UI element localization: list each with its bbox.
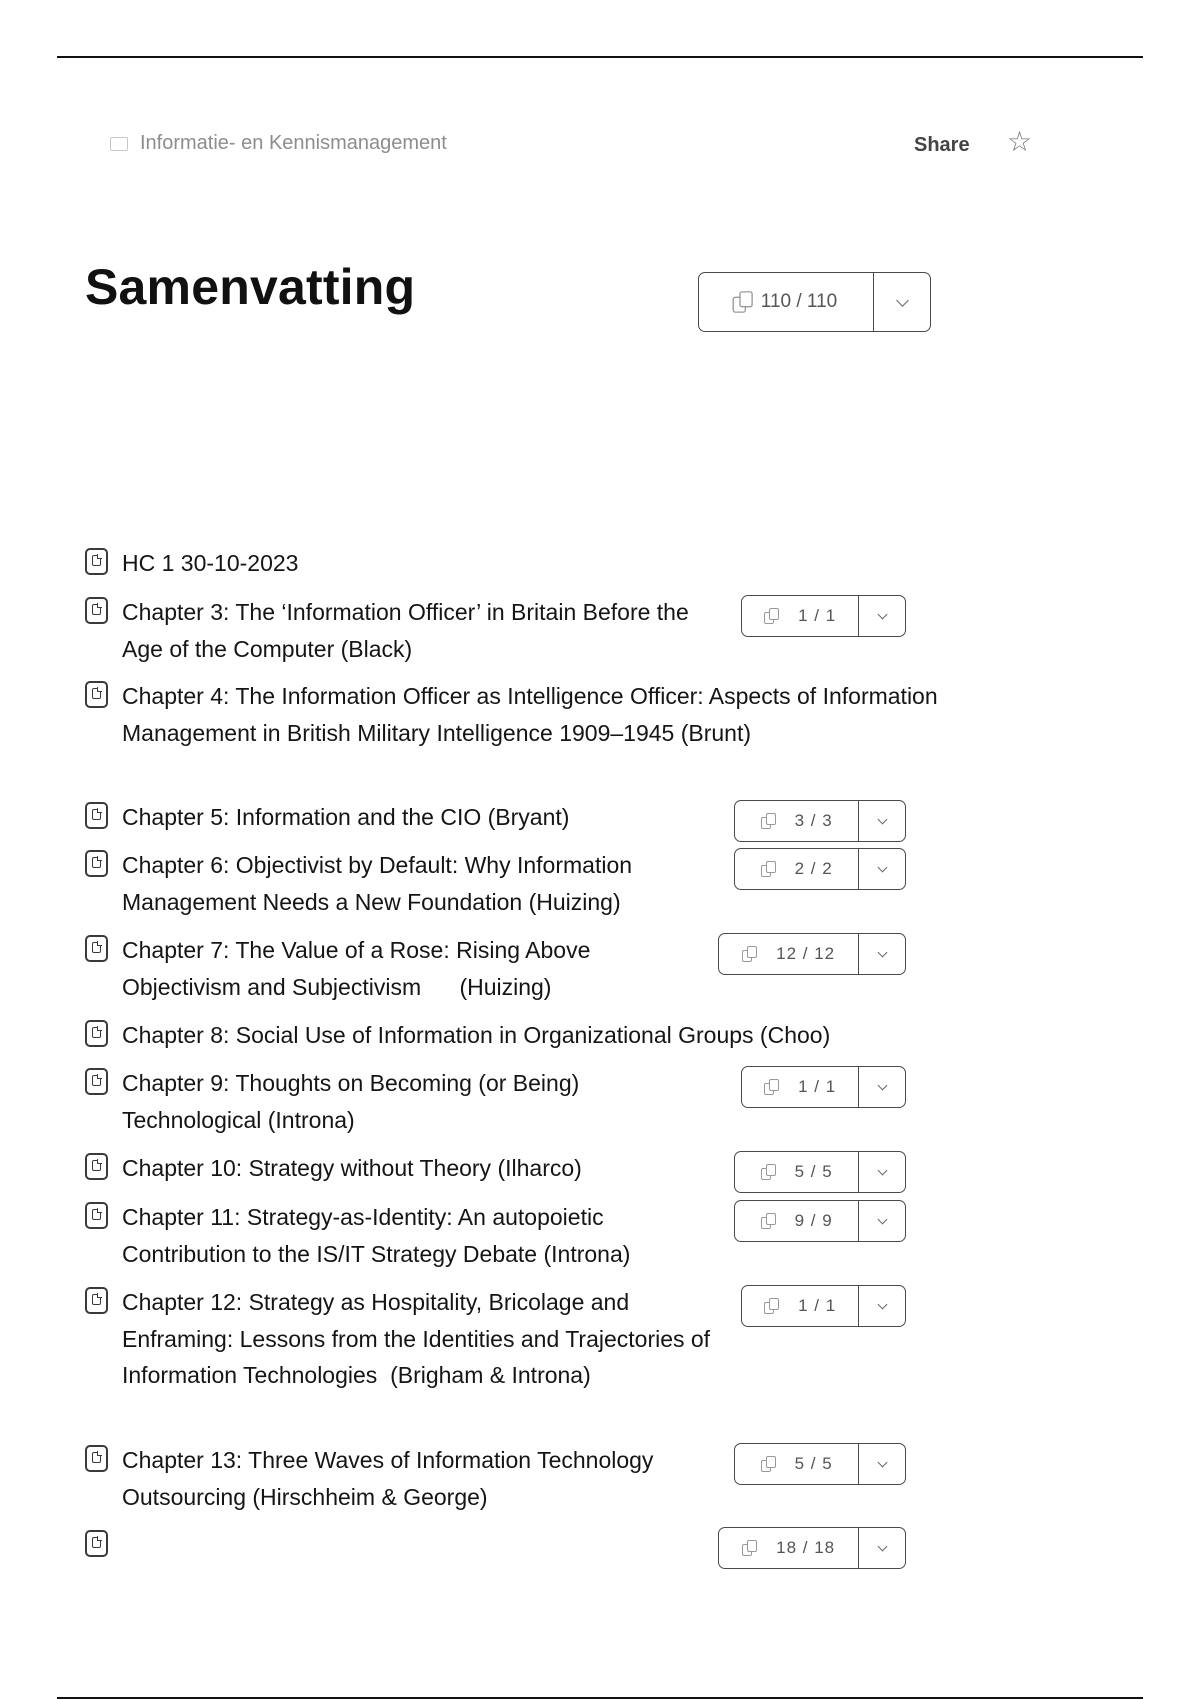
chevron-down-icon	[877, 1214, 887, 1224]
chevron-down-icon	[877, 1541, 887, 1551]
item-counter-value: 1 / 1	[798, 606, 837, 625]
item-counter-dropdown[interactable]	[734, 1200, 906, 1242]
list-item-label[interactable]: Chapter 3: The ‘Information Officer’ in Britain Before the Age of the Computer (Black)	[122, 599, 689, 662]
item-counter-value: 1 / 1	[798, 1296, 837, 1315]
copy-icon	[764, 608, 778, 624]
chevron-down-icon	[896, 294, 909, 307]
list-item-label[interactable]: Chapter 12: Strategy as Hospitality, Bricolage and Enframing: Lessons from the Identities and Trajectories of Information Technologies (Brigham & Introna)	[122, 1289, 717, 1388]
item-counter[interactable]	[719, 934, 859, 974]
list-item-label[interactable]: Chapter 5: Information and the CIO (Bryant)	[122, 804, 570, 830]
item-counter-value: 9 / 9	[794, 1211, 833, 1230]
page-counter-value: 110 / 110	[760, 291, 838, 312]
item-counter[interactable]	[735, 1444, 859, 1484]
item-counter[interactable]	[742, 1286, 859, 1326]
top-divider	[57, 56, 1143, 58]
chevron-down-icon	[877, 1299, 887, 1309]
share-button[interactable]: Share	[914, 134, 970, 156]
copy-icon	[761, 1164, 775, 1180]
item-counter-expand-button[interactable]	[859, 596, 905, 636]
item-counter[interactable]	[735, 801, 859, 841]
chevron-down-icon	[877, 947, 887, 957]
star-icon[interactable]: ☆	[1007, 126, 1033, 157]
item-counter-expand-button[interactable]	[859, 801, 905, 841]
top-bar	[110, 126, 1040, 162]
page-icon	[85, 1287, 108, 1314]
item-counter-dropdown[interactable]	[741, 1066, 906, 1108]
list-item-label[interactable]: Chapter 11: Strategy-as-Identity: An autopoietic Contribution to the IS/IT Strategy Debate (Introna)	[122, 1204, 631, 1267]
copy-icon	[732, 291, 751, 313]
item-counter-value: 5 / 5	[794, 1454, 833, 1473]
page-icon	[85, 597, 108, 624]
chevron-down-icon	[877, 814, 887, 824]
page-icon	[85, 1153, 108, 1180]
breadcrumb[interactable]	[110, 132, 447, 155]
item-counter-expand-button[interactable]	[859, 1152, 905, 1192]
page-icon	[85, 802, 108, 829]
item-counter-dropdown[interactable]	[734, 800, 906, 842]
bottom-divider	[57, 1697, 1143, 1699]
page-counter-dropdown[interactable]	[698, 272, 931, 332]
page-icon	[85, 548, 108, 575]
chevron-down-icon	[877, 1457, 887, 1467]
item-counter[interactable]	[719, 1528, 859, 1568]
list-item-label[interactable]: Chapter 4: The Information Officer as Intelligence Officer: Aspects of Information Management in British Military Intelligence 1909–1945 (Brunt)	[122, 683, 938, 746]
page-icon	[85, 681, 108, 708]
item-counter-dropdown[interactable]	[734, 1443, 906, 1485]
page-icon	[85, 1445, 108, 1472]
page-icon	[85, 935, 108, 962]
copy-icon	[761, 813, 775, 829]
item-counter[interactable]	[735, 1201, 859, 1241]
item-counter-value: 3 / 3	[794, 811, 833, 830]
chevron-down-icon	[877, 1080, 887, 1090]
item-counter-value: 2 / 2	[794, 859, 833, 878]
item-counter-dropdown[interactable]	[718, 1527, 906, 1569]
item-counter-dropdown[interactable]	[741, 595, 906, 637]
item-counter-expand-button[interactable]	[859, 1201, 905, 1241]
copy-icon	[761, 1213, 775, 1229]
item-counter-value: 18 / 18	[776, 1538, 836, 1557]
copy-icon	[764, 1298, 778, 1314]
copy-icon	[761, 1456, 775, 1472]
page-counter-expand-button[interactable]	[874, 273, 930, 331]
page-title: Samenvatting	[85, 259, 416, 315]
folder-icon	[110, 137, 128, 151]
copy-icon	[742, 946, 756, 962]
list-item-label[interactable]: Chapter 9: Thoughts on Becoming (or Being) Technological (Introna)	[122, 1070, 580, 1133]
page-icon	[85, 1068, 108, 1095]
item-counter-expand-button[interactable]	[859, 1286, 905, 1326]
chevron-down-icon	[877, 1165, 887, 1175]
breadcrumb-label[interactable]: Informatie- en Kennismanagement	[140, 132, 447, 154]
list-item-label[interactable]: Chapter 13: Three Waves of Information Technology Outsourcing (Hirschheim & George)	[122, 1447, 654, 1510]
item-counter-value: 12 / 12	[776, 944, 836, 963]
item-counter-value: 5 / 5	[794, 1162, 833, 1181]
item-counter-dropdown[interactable]	[734, 848, 906, 890]
copy-icon	[742, 1540, 756, 1556]
page-icon	[85, 1530, 108, 1557]
item-counter-dropdown[interactable]	[741, 1285, 906, 1327]
page-icon	[85, 1020, 108, 1047]
item-counter-expand-button[interactable]	[859, 934, 905, 974]
item-counter-dropdown[interactable]	[718, 933, 906, 975]
item-counter[interactable]	[742, 1067, 859, 1107]
chevron-down-icon	[877, 609, 887, 619]
page-icon	[85, 1202, 108, 1229]
chevron-down-icon	[877, 862, 887, 872]
item-counter-expand-button[interactable]	[859, 1067, 905, 1107]
item-counter-expand-button[interactable]	[859, 849, 905, 889]
copy-icon	[764, 1079, 778, 1095]
page-counter[interactable]	[699, 273, 874, 331]
item-counter-expand-button[interactable]	[859, 1528, 905, 1568]
copy-icon	[761, 861, 775, 877]
list-item-label[interactable]: Chapter 10: Strategy without Theory (Ilharco)	[122, 1155, 582, 1181]
item-counter-value: 1 / 1	[798, 1077, 837, 1096]
page-icon	[85, 850, 108, 877]
list-item-label[interactable]: Chapter 8: Social Use of Information in Organizational Groups (Choo)	[122, 1022, 831, 1048]
item-counter[interactable]	[735, 849, 859, 889]
list-item-label[interactable]: Chapter 6: Objectivist by Default: Why Information Management Needs a New Foundation (Huizing)	[122, 852, 633, 915]
item-counter-dropdown[interactable]	[734, 1151, 906, 1193]
item-counter-expand-button[interactable]	[859, 1444, 905, 1484]
item-counter[interactable]	[735, 1152, 859, 1192]
item-counter[interactable]	[742, 596, 859, 636]
list-item-label[interactable]: Chapter 7: The Value of a Rose: Rising Above Objectivism and Subjectivism (Huizing)	[122, 937, 597, 1000]
list-item-label[interactable]: HC 1 30-10-2023	[122, 550, 299, 576]
